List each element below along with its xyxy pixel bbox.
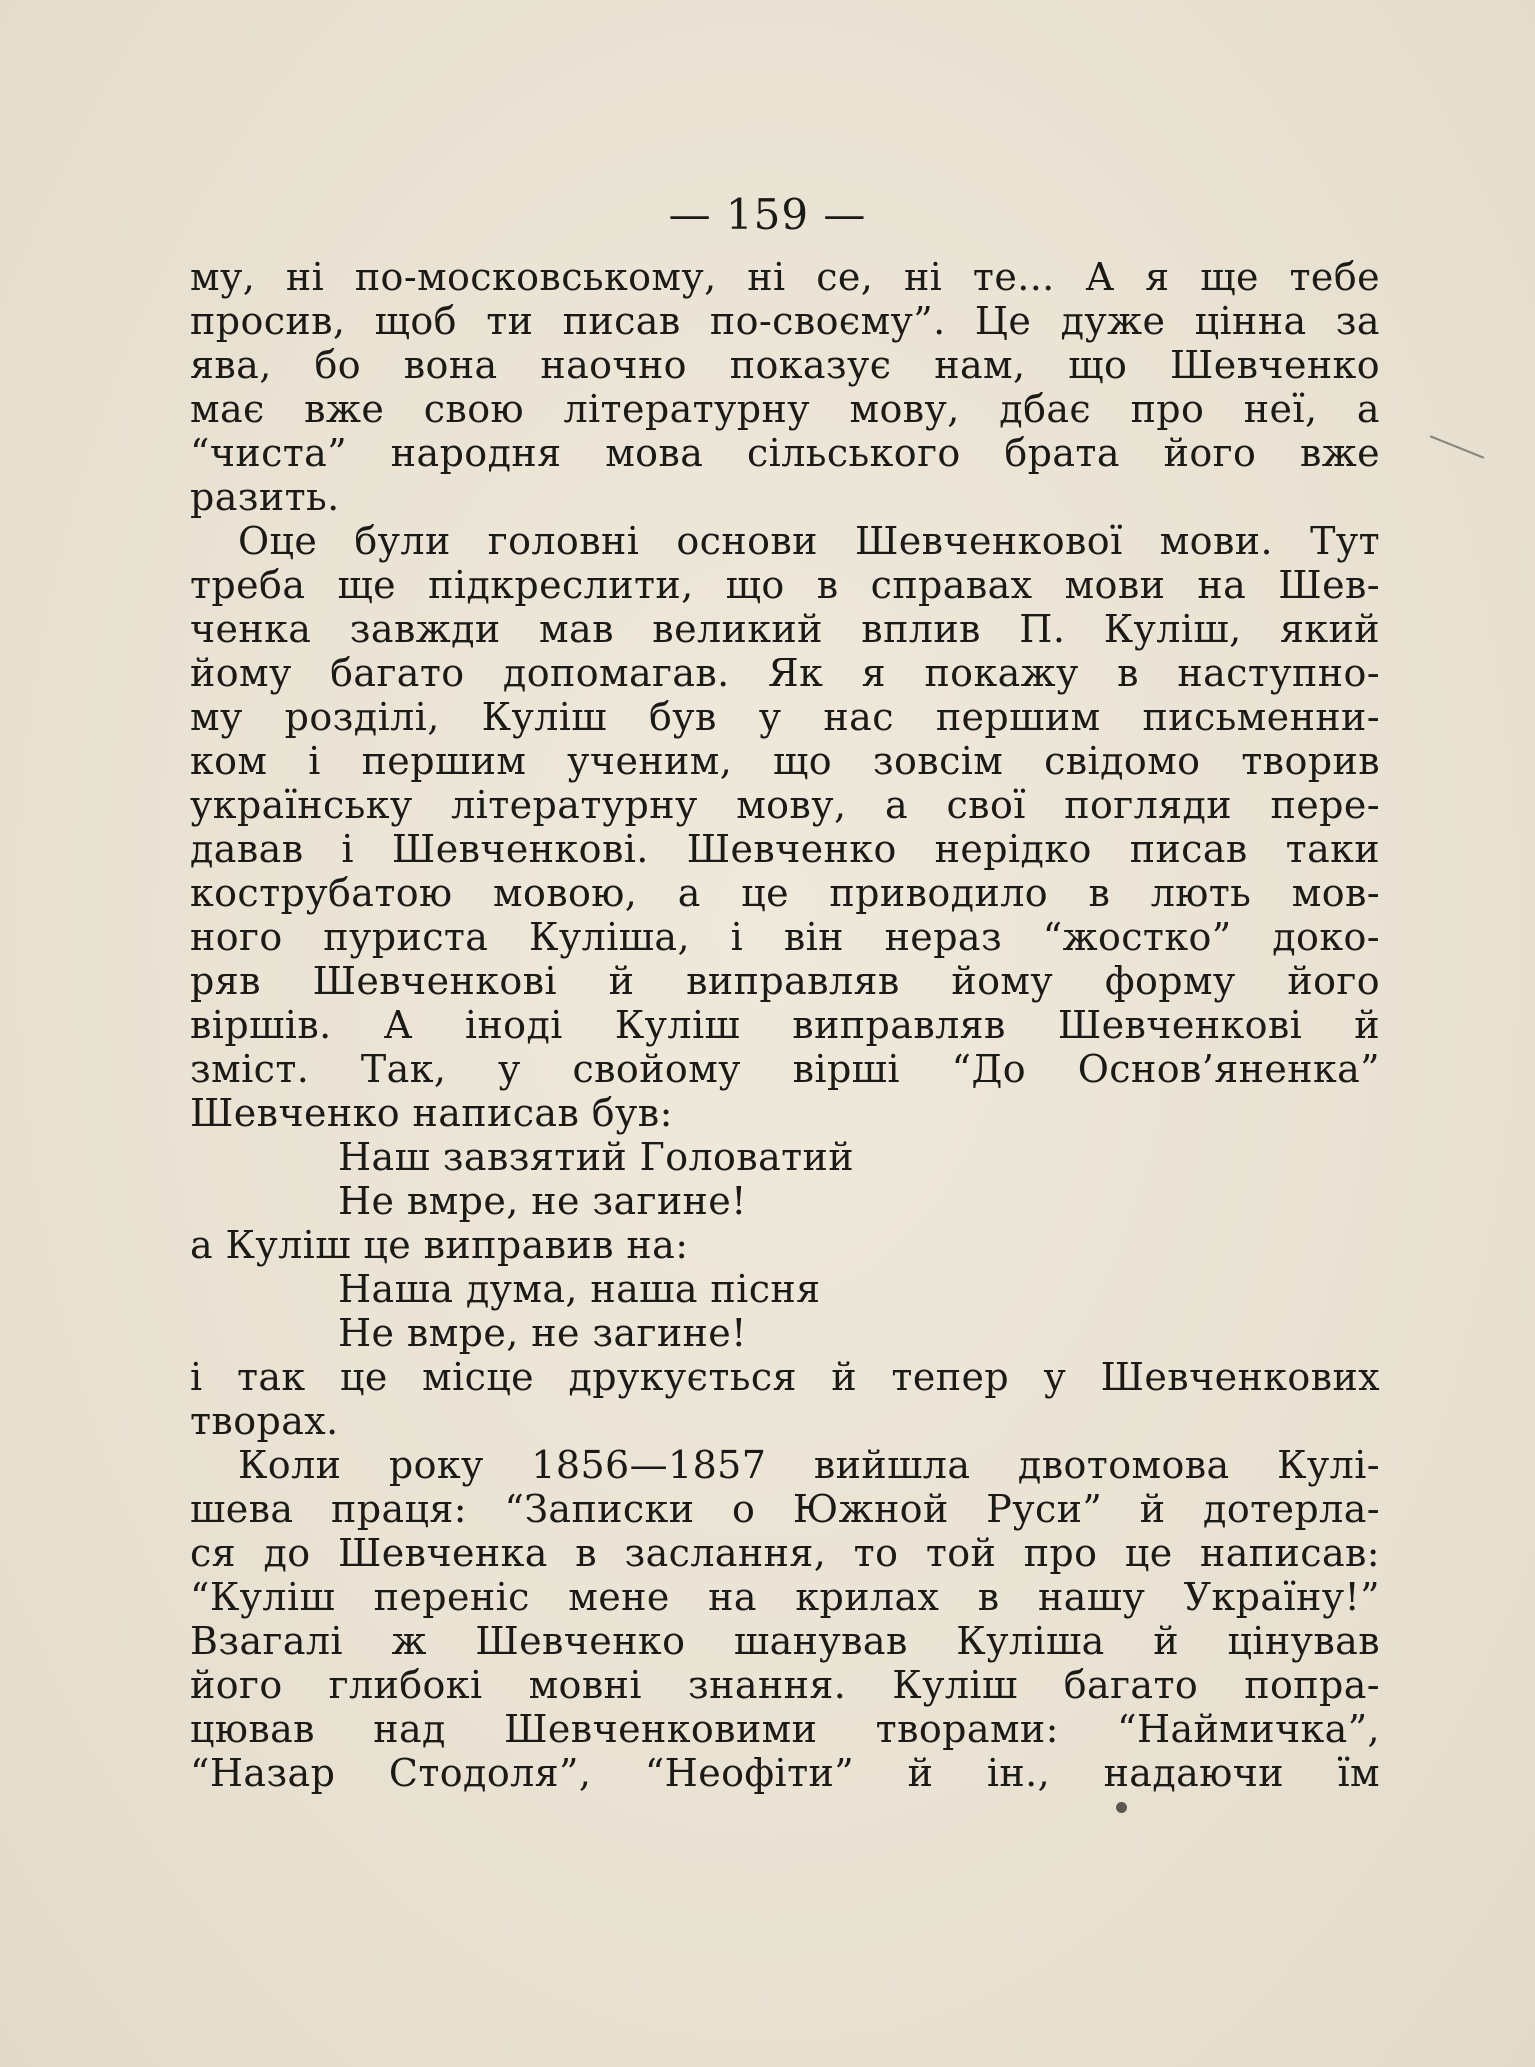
text-line: цював над Шевченковими творами: “Наймичка”, bbox=[190, 1707, 1380, 1751]
text-line: зміст. Так, у свойому вірші “До Основ’яненка” bbox=[190, 1047, 1380, 1091]
text-line: “Куліш переніс мене на крилах в нашу Україну!” bbox=[190, 1575, 1380, 1619]
text-line: шева праця: “Записки о Южной Руси” й дотерла- bbox=[190, 1487, 1380, 1531]
text-line: українську літературну мову, а свої погляди пере- bbox=[190, 783, 1380, 827]
text-line: разить. bbox=[190, 475, 340, 519]
text-line: ного пуриста Куліша, і він нераз “жостко” доко- bbox=[190, 915, 1380, 959]
text-line: Шевченко написав був: bbox=[190, 1091, 673, 1135]
verse-line: Наша дума, наша пісня bbox=[338, 1267, 821, 1311]
text-line: ком і першим ученим, що зовсім свідомо творив bbox=[190, 739, 1380, 783]
text-line: Коли року 1856—1857 вийшла двотомова Кулі- bbox=[238, 1443, 1380, 1487]
text-line: “чиста” народня мова сільського брата його вже bbox=[190, 431, 1380, 475]
text-line: його глибокі мовні знання. Куліш багато попра- bbox=[190, 1663, 1380, 1707]
text-line: “Назар Стодоля”, “Неофіти” й ін., надаючи їм bbox=[190, 1751, 1380, 1795]
page-number: — 159 — bbox=[668, 190, 867, 239]
text-line: Оце були головні основи Шевченкової мови. Тут bbox=[238, 519, 1380, 563]
text-line: ся до Шевченка в заслання, то той про це написав: bbox=[190, 1531, 1380, 1575]
text-line: і так це місце друкується й тепер у Шевченкових bbox=[190, 1355, 1380, 1399]
text-line: кострубатою мовою, а це приводило в лють мов- bbox=[190, 871, 1380, 915]
margin-pencil-mark bbox=[1430, 435, 1485, 459]
text-line: треба ще підкреслити, що в справах мови на Шев- bbox=[190, 563, 1380, 607]
text-line: творах. bbox=[190, 1399, 339, 1443]
text-line: ява, бо вона наочно показує нам, що Шевченко bbox=[190, 343, 1380, 387]
text-line: має вже свою літературну мову, дбає про неї, а bbox=[190, 387, 1380, 431]
text-line: йому багато допомагав. Як я покажу в наступно- bbox=[190, 651, 1380, 695]
text-line: віршів. А іноді Куліш виправляв Шевченкові й bbox=[190, 1003, 1380, 1047]
verse-line: Не вмре, не загине! bbox=[338, 1311, 747, 1355]
text-line: Взагалі ж Шевченко шанував Куліша й цінував bbox=[190, 1619, 1380, 1663]
text-line: ряв Шевченкові й виправляв йому форму його bbox=[190, 959, 1380, 1003]
body-text bbox=[190, 255, 1380, 1795]
text-line: давав і Шевченкові. Шевченко нерідко писав таки bbox=[190, 827, 1380, 871]
text-line: просив, щоб ти писав по-своєму”. Це дуже цінна за bbox=[190, 299, 1380, 343]
text-line: му, ні по-московському, ні се, ні те... А я ще тебе bbox=[190, 255, 1380, 299]
text-line: а Куліш це виправив на: bbox=[190, 1223, 689, 1267]
text-line: му розділі, Куліш був у нас першим письменни- bbox=[190, 695, 1380, 739]
text-line: ченка завжди мав великий вплив П. Куліш, який bbox=[190, 607, 1380, 651]
ink-speck bbox=[1116, 1802, 1127, 1813]
verse-line: Наш завзятий Головатий bbox=[338, 1135, 855, 1179]
verse-line: Не вмре, не загине! bbox=[338, 1179, 747, 1223]
